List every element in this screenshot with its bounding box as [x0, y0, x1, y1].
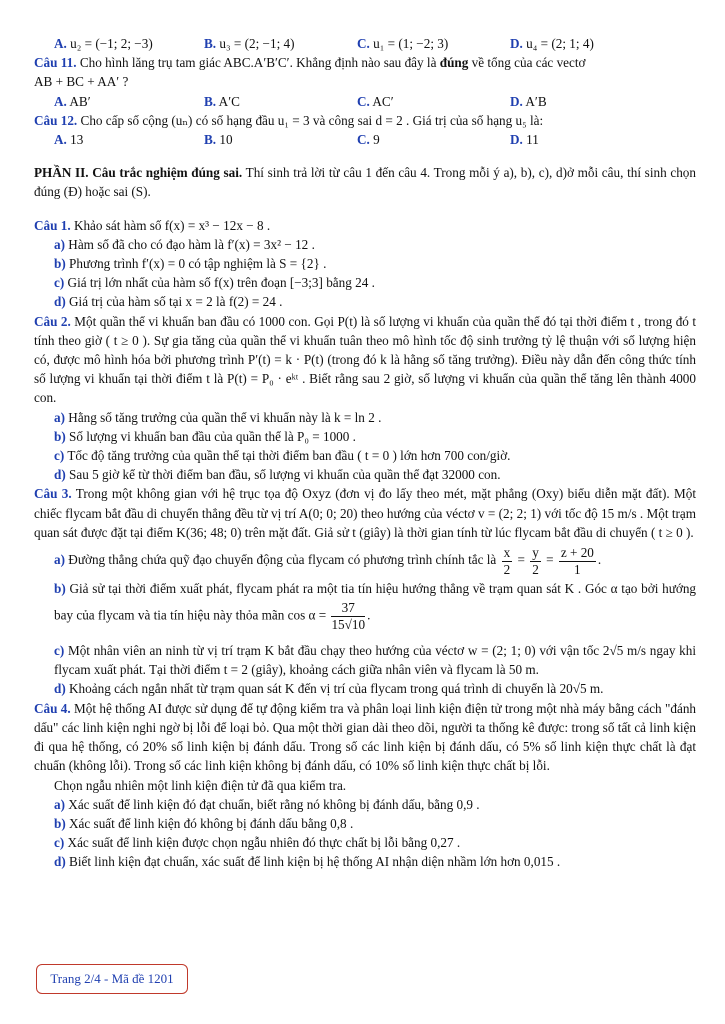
q12-option-d: D. 11: [510, 132, 539, 148]
q10-option-b: B. u₃ = (2; −1; 4): [204, 36, 295, 51]
c2-item-b: b) Số lượng vi khuẩn ban đầu của quần thể là P₀ = 1000 .: [54, 428, 356, 444]
q10-options: [34, 34, 696, 53]
q12-stem: Câu 12. Cho cấp số cộng (uₙ) có số hạng đầu u₁ = 3 và công sai d = 2 . Giá trị của số hạng u₅ là:: [34, 112, 544, 128]
c1-stem: Câu 1. Khảo sát hàm số f(x) = x³ − 12x − 8 .: [34, 217, 271, 233]
c3-item-c: c) Một nhân viên an ninh từ vị trí trạm K bắt đầu chạy theo hướng của véctơ w = (2; 1; 0) với vận tốc 2√5 m/s ngay khi flycam xuất phát. Tại thời điểm t = 2 (giây), khoảng cách giữa nhân viên và flycam là 50 m.: [54, 643, 696, 678]
q11-options: [34, 92, 696, 111]
fraction-y: $\frac{y}{2}$: [532, 544, 539, 577]
q11-vector-sum: AB + BC + AA′ ?: [34, 74, 129, 90]
q10-option-c: C. u₁ = (1; −2; 3): [357, 36, 449, 51]
c3-item-a: a) Đường thẳng chứa quỹ đạo chuyển động của flycam có phương trình chính tắc là $\frac{x}{2}$ = $\frac{y}{2}$ = $\frac{z + 20}{1}$ .: [54, 544, 602, 577]
c3-item-d: d) Khoảng cách ngắn nhất từ trạm quan sát K đến vị trí của flycam trong quá trình di chuyển là 20√5 m.: [54, 681, 604, 697]
c2-item-a: a) Hằng số tăng trưởng của quần thể vi khuẩn này là k = ln 2 .: [54, 409, 382, 425]
c4-item-a: a) Xác suất để linh kiện đó đạt chuẩn, biết rằng nó không bị đánh dấu, bằng 0,9 .: [54, 796, 480, 812]
c4-intro: Chọn ngẫu nhiên một linh kiện điện tử đã qua kiểm tra.: [54, 777, 347, 793]
c2-item-d: d) Sau 5 giờ kể từ thời điểm ban đầu, số lượng vi khuẩn của quần thể đạt 32000 con.: [54, 467, 501, 483]
q12-option-a: A. 13: [54, 132, 84, 148]
c4-item-c: c) Xác suất để linh kiện được chọn ngẫu nhiên đó thực chất bị lỗi bằng 0,27 .: [54, 835, 461, 851]
c4-stem: Câu 4. Một hệ thống AI được sử dụng để tự động kiểm tra và phân loại linh kiện điện tử trong một nhà máy bằng cách "đánh dấu" các linh kiện nghi ngờ bị lỗi để loại bỏ. Qua một thời gian dài theo dõi, người ta thống kê được: trong số tất cả linh kiện đi qua hệ thống, có 20% số linh kiện bị đánh dấu. Trong số các linh kiện bị đánh dấu, có 5% số linh kiện thực chất là đạt chuẩn (không lỗi). Trong số các linh kiện không bị đánh dấu, có 10% số linh kiện thực chất bị lỗi.: [34, 700, 697, 774]
q12-option-c: C. 9: [357, 132, 380, 148]
q11-option-a: A. AB′: [54, 93, 91, 109]
q10-option-a: A. u₂ = (−1; 2; −3): [54, 36, 153, 51]
fraction-z: $\frac{z + 20}{1}$: [560, 544, 594, 577]
c3-stem: Câu 3. Trong một không gian với hệ trục tọa độ Oxyz (đơn vị đo lấy theo mét, mặt phẳng (Oxy) biểu diễn mặt đất). Một chiếc flycam bắt đầu di chuyển thẳng đều từ vị trí A(0; 0; 20) theo hướng của véctơ v = (2; 2; 1) với tốc độ 15 m/s . Một trạm quan sát được đặt tại điểm K(36; 48; 0) trên mặt đất. Giả sử t (giây) là thời gian tính từ lúc flycam bắt đầu di chuyển ( t ≥ 0 ).: [34, 486, 696, 540]
c4-item-d: d) Biết linh kiện đạt chuẩn, xác suất để linh kiện bị hệ thống AI nhận diện nhầm lớn hơn 0,015 .: [54, 854, 561, 870]
q11-stem: Câu 11. Cho hình lăng trụ tam giác ABC.A′B′C′. Khẳng định nào sau đây là đúng về tổng của các vectơ: [34, 55, 586, 71]
fraction-x: $\frac{x}{2}$: [503, 544, 511, 577]
c1-item-d: d) Giá trị của hàm số tại x = 2 là f(2) = 24 .: [54, 294, 283, 310]
c2-stem: Câu 2. Một quần thể vi khuẩn ban đầu có 1000 con. Gọi P(t) là số lượng vi khuẩn của quần thể đó tại thời điểm t , trong đó t tính theo giờ ( t ≥ 0 ). Sự gia tăng của quần thể vi khuẩn tuân theo mô hình tốc độ sinh trưởng tỷ lệ thuận với số lượng hiện có, được mô hình hóa bởi phương trình P′(t) = k · P(t) (trong đó k là hằng số tăng trưởng). Điều này dẫn đến công thức tính số lượng vi khuẩn tại thời điểm t là P(t) = P₀ · eᵏᵗ . Biết rằng sau 2 giờ, số lượng vi khuẩn của quần thể tăng lên thành 4000 con.: [34, 313, 696, 406]
q11-option-d: D. A′B: [510, 93, 547, 109]
q12-option-b: B. 10: [204, 132, 233, 148]
q11-option-b: B. A′C: [204, 93, 240, 109]
c3-item-b: b) Giả sử tại thời điểm xuất phát, flycam phát ra một tia tín hiệu hướng thẳng về trạm quan sát K . Góc α tạo bởi hướng bay của flycam và tia tín hiệu này thỏa mãn cos α = $\frac{37}{15√10}$ .: [54, 581, 697, 633]
q11-option-c: C. AC′: [357, 93, 394, 109]
c1-item-a: a) Hàm số đã cho có đạo hàm là f′(x) = 3x² − 12 .: [54, 236, 315, 252]
q12-options: [34, 130, 696, 149]
c1-item-b: b) Phương trình f′(x) = 0 có tập nghiệm là S = {2} .: [54, 256, 327, 272]
q10-option-d: D. u₄ = (2; 1; 4): [510, 36, 594, 51]
part2-heading: PHẦN II. Câu trắc nghiệm đúng sai. Thí sinh trả lời từ câu 1 đến câu 4. Trong mỗi ý a), b), c), d)ở mỗi câu, thí sinh chọn đúng (Đ) hoặc sai (S).: [34, 165, 696, 200]
c1-item-c: c) Giá trị lớn nhất của hàm số f(x) trên đoạn [−3;3] bằng 24 .: [54, 275, 375, 291]
c4-item-b: b) Xác suất để linh kiện đó không bị đánh dấu bằng 0,8 .: [54, 815, 354, 831]
page-footer: Trang 2/4 - Mã đề 1201: [36, 964, 188, 994]
fraction-cos: $\frac{37}{15√10}$: [331, 600, 366, 633]
document-page: [34, 34, 696, 872]
c2-item-c: c) Tốc độ tăng trưởng của quần thể tại thời điểm ban đầu ( t = 0 ) lớn hơn 700 con/giờ.: [54, 448, 511, 464]
